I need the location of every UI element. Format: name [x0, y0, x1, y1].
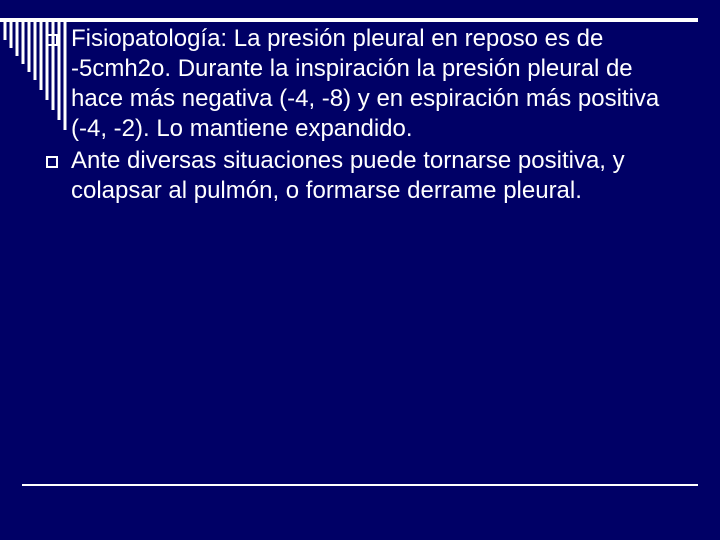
- hollow-square-bullet-icon: [46, 34, 58, 46]
- bullet-item: [44, 24, 674, 144]
- bullet-item: [44, 146, 674, 206]
- top-rule: [0, 18, 698, 22]
- hollow-square-bullet-icon: [46, 156, 58, 168]
- bottom-rule: [22, 484, 698, 486]
- bullet-list: [44, 24, 674, 208]
- bullet-text: Ante diversas situaciones puede tornarse positiva, y colapsar al pulmón, o formarse derrame pleural.: [71, 147, 625, 204]
- bullet-text: Fisiopatología: La presión pleural en reposo es de -5cmh2o. Durante la inspiración la presión pleural de hace más negativa (-4, -8) y en espiración más positiva (-4, -2). Lo mantiene expandido.: [71, 25, 660, 142]
